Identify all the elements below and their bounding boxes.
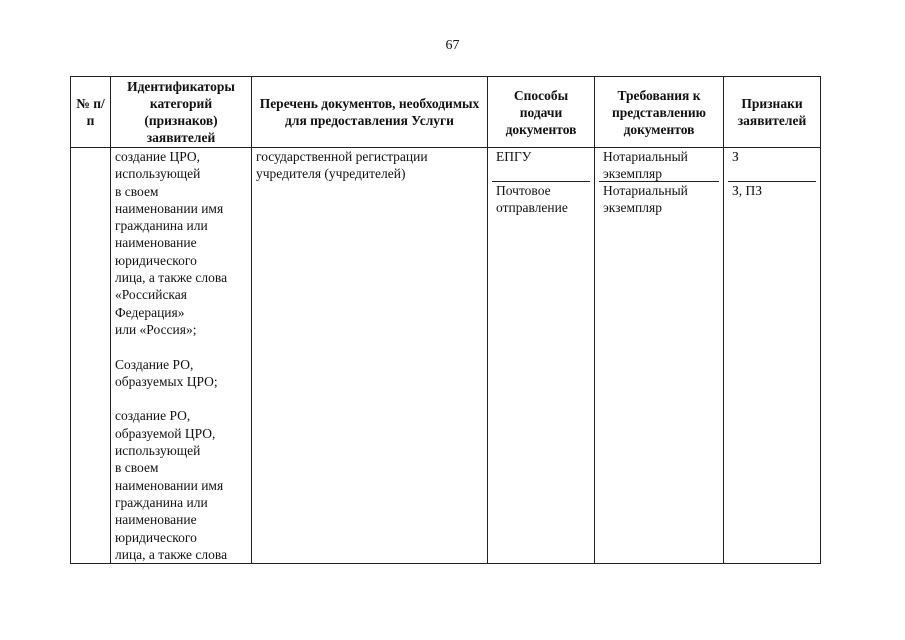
identifier-line: юридического [115, 252, 197, 268]
identifier-line: гражданина или [115, 494, 208, 510]
table-header-row [71, 77, 821, 148]
identifier-line: использующей [115, 443, 201, 459]
row-methods-cell [488, 148, 595, 564]
identifier-line: лица, а также слова [115, 270, 228, 286]
row-documents-cell: государственной регистрации учредителя (учредителей) [252, 148, 488, 564]
method-epgu: ЕПГУ [492, 148, 590, 182]
requirement-mail: Нотариальный экземпляр [603, 183, 688, 216]
header-signs: Признаки заявителей [724, 77, 821, 148]
identifier-line: Федерация» [115, 304, 185, 320]
header-methods: Способы подачи документов [488, 77, 595, 148]
identifier-line: наименовании имя [115, 477, 224, 493]
identifier-paragraph-2 [115, 356, 247, 391]
document-table [70, 76, 821, 564]
row-num-cell [71, 148, 111, 564]
header-identifiers: Идентификаторы категорий (признаков) заявителей [111, 77, 252, 148]
header-documents: Перечень документов, необходимых для предоставления Услуги [252, 77, 488, 148]
identifier-line: в своем [115, 183, 159, 199]
identifier-line: создание ЦРО, [115, 149, 201, 164]
identifier-line: лица, а также слова [115, 546, 228, 562]
identifier-line: «Российская [115, 287, 187, 303]
identifier-paragraph-1 [115, 148, 247, 338]
header-requirements: Требования к представлению документов [595, 77, 724, 148]
row-identifiers-cell [111, 148, 252, 564]
identifier-line: образуемой ЦРО, [115, 425, 216, 441]
method-mail: Почтовое отправление [496, 183, 568, 216]
header-num: № п/п [71, 77, 111, 148]
identifier-line: наименование [115, 235, 197, 251]
signs-mail: З, ПЗ [732, 183, 763, 198]
page-number: 67 [445, 38, 460, 53]
table-row [71, 148, 821, 564]
identifier-line: наименование [115, 512, 197, 528]
signs-epgu: З [728, 148, 816, 182]
identifier-line: юридического [115, 529, 197, 545]
row-signs-cell [724, 148, 821, 564]
identifier-line: в своем [115, 460, 159, 476]
row-requirements-cell [595, 148, 724, 564]
identifier-line: Создание РО, [115, 356, 194, 372]
requirement-epgu: Нотариальный экземпляр [599, 148, 719, 182]
identifier-paragraph-3 [115, 407, 247, 563]
identifier-line: или «Россия»; [115, 321, 197, 337]
identifier-line: гражданина или [115, 218, 208, 234]
identifier-line: использующей [115, 166, 201, 182]
identifier-line: создание РО, [115, 408, 191, 424]
identifier-line: наименовании имя [115, 200, 224, 216]
identifier-line: образуемых ЦРО; [115, 373, 218, 389]
